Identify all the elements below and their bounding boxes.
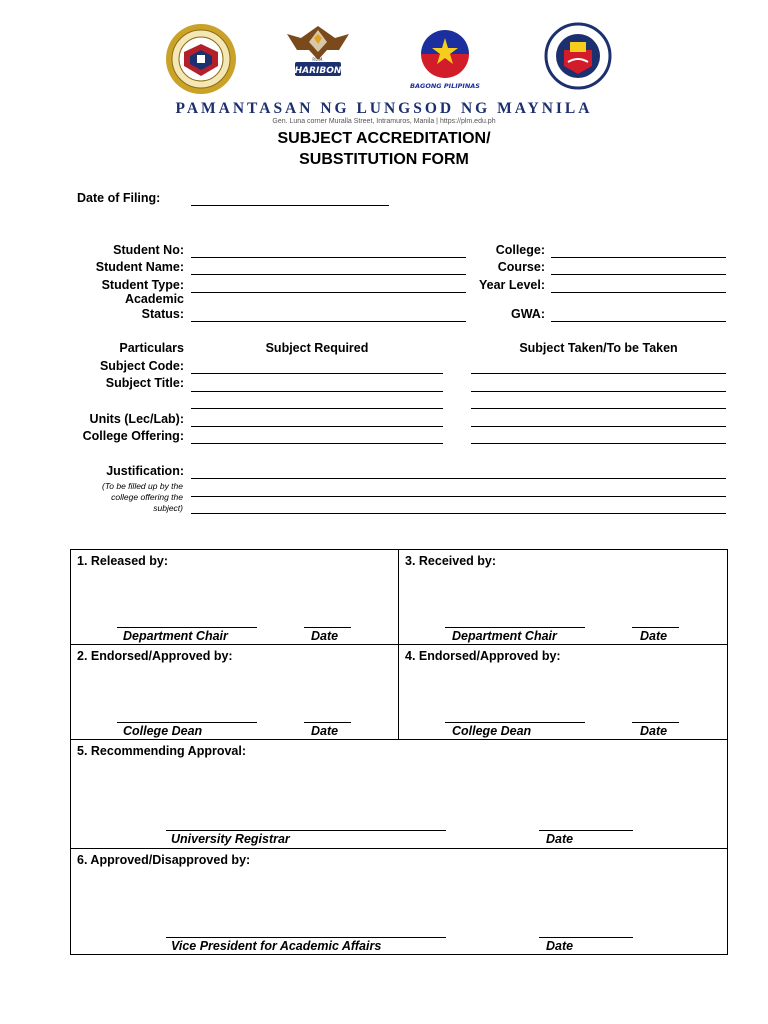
recommending-approval-title: 5. Recommending Approval: — [77, 744, 247, 758]
vpaa-role: Vice President for Academic Affairs — [171, 939, 382, 953]
student-no-label: Student No: — [113, 243, 184, 257]
bagong-pilipinas-logo — [407, 26, 483, 92]
vpaa-date-label: Date — [546, 939, 574, 953]
subject-title-label: Subject Title: — [105, 376, 184, 390]
endorsed-4-signature-line[interactable] — [445, 722, 585, 723]
received-by-role: Department Chair — [452, 629, 557, 643]
subject-title-taken-field[interactable] — [471, 391, 726, 392]
received-by-cell — [398, 549, 728, 645]
academic-status-label-1: Academic — [124, 292, 184, 306]
subject-title-required-field-2[interactable] — [191, 408, 443, 409]
justification-note-1: (To be filled up by the — [102, 481, 183, 491]
gwa-label: GWA: — [510, 307, 545, 321]
units-taken-field[interactable] — [471, 426, 726, 427]
endorsed-4-date-line[interactable] — [632, 722, 679, 723]
college-offering-label: College Offering: — [82, 429, 184, 443]
released-by-date-line[interactable] — [304, 627, 351, 628]
registrar-role: University Registrar — [171, 832, 290, 846]
received-by-signature-line[interactable] — [445, 627, 585, 628]
haribon-logo — [283, 20, 353, 82]
released-by-signature-line[interactable] — [117, 627, 257, 628]
justification-field-3[interactable] — [191, 513, 726, 514]
bagong-pilipinas-label: BAGONG PILIPINAS — [410, 82, 480, 90]
student-no-field[interactable] — [191, 257, 466, 258]
endorsed-2-cell — [70, 644, 399, 740]
released-by-cell — [70, 549, 399, 645]
university-address: Gen. Luna corner Muralla Street, Intramuros, Manila | https://plm.edu.ph — [272, 118, 496, 125]
date-of-filing-label: Date of Filing: — [77, 191, 161, 205]
gwa-field[interactable] — [551, 321, 726, 322]
student-type-field[interactable] — [191, 292, 466, 293]
form-title-line2: SUBSTITUTION FORM — [299, 151, 469, 168]
year-level-field[interactable] — [551, 292, 726, 293]
endorsed-2-date-label: Date — [311, 724, 339, 738]
justification-field-1[interactable] — [191, 478, 726, 479]
subject-code-label: Subject Code: — [99, 359, 184, 373]
endorsed-2-title: 2. Endorsed/Approved by: — [77, 649, 233, 663]
released-by-title: 1. Released by: — [77, 554, 169, 568]
college-offering-taken-field[interactable] — [471, 443, 726, 444]
endorsed-4-date-label: Date — [640, 724, 668, 738]
lungsod-ng-maynila-logo — [544, 22, 612, 90]
released-by-role: Department Chair — [123, 629, 228, 643]
vpaa-signature-line[interactable] — [166, 937, 446, 938]
subject-title-taken-field-2[interactable] — [471, 408, 726, 409]
endorsed-4-cell — [398, 644, 728, 740]
course-field[interactable] — [551, 274, 726, 275]
endorsed-2-date-line[interactable] — [304, 722, 351, 723]
college-field[interactable] — [551, 257, 726, 258]
university-name: PAMANTASAN NG LUNGSOD NG MAYNILA — [175, 100, 593, 117]
subject-taken-header: Subject Taken/To be Taken — [519, 341, 678, 355]
units-label: Units (Lec/Lab): — [89, 412, 184, 426]
received-by-date-line[interactable] — [632, 627, 679, 628]
approved-disapproved-cell — [70, 848, 728, 955]
course-label: Course: — [497, 260, 545, 274]
released-by-date-label: Date — [311, 629, 339, 643]
justification-label: Justification: — [106, 464, 184, 478]
justification-field-2[interactable] — [191, 496, 726, 497]
registrar-date-label: Date — [546, 832, 574, 846]
endorsed-2-role: College Dean — [123, 724, 203, 738]
received-by-date-label: Date — [640, 629, 668, 643]
approved-disapproved-title: 6. Approved/Disapproved by: — [77, 853, 251, 867]
form-title-line1: SUBJECT ACCREDITATION/ — [277, 130, 491, 147]
subject-code-required-field[interactable] — [191, 373, 443, 374]
academic-status-label-2: Status: — [141, 307, 184, 321]
registrar-date-line[interactable] — [539, 830, 633, 831]
haribon-label: HARIBON — [294, 66, 342, 76]
endorsed-4-role: College Dean — [452, 724, 532, 738]
haribon-sublabel: P.L.M. — [312, 57, 324, 62]
justification-note-2: college offering the — [111, 492, 183, 502]
student-name-label: Student Name: — [95, 260, 184, 274]
recommending-approval-cell — [70, 739, 728, 849]
registrar-signature-line[interactable] — [166, 830, 446, 831]
particulars-header: Particulars — [119, 341, 184, 355]
subject-required-header: Subject Required — [265, 341, 369, 355]
college-offering-required-field[interactable] — [191, 443, 443, 444]
vpaa-date-line[interactable] — [539, 937, 633, 938]
received-by-title: 3. Received by: — [405, 554, 497, 568]
college-label: College: — [495, 243, 545, 257]
units-required-field[interactable] — [191, 426, 443, 427]
endorsed-4-title: 4. Endorsed/Approved by: — [405, 649, 561, 663]
subject-title-required-field[interactable] — [191, 391, 443, 392]
year-level-label: Year Level: — [478, 278, 545, 292]
justification-note-3: subject) — [153, 503, 183, 513]
academic-status-field[interactable] — [191, 321, 466, 322]
student-name-field[interactable] — [191, 274, 466, 275]
date-of-filing-field[interactable] — [191, 205, 389, 206]
endorsed-2-signature-line[interactable] — [117, 722, 257, 723]
subject-code-taken-field[interactable] — [471, 373, 726, 374]
student-type-label: Student Type: — [101, 278, 184, 292]
plm-seal-logo — [164, 22, 238, 96]
